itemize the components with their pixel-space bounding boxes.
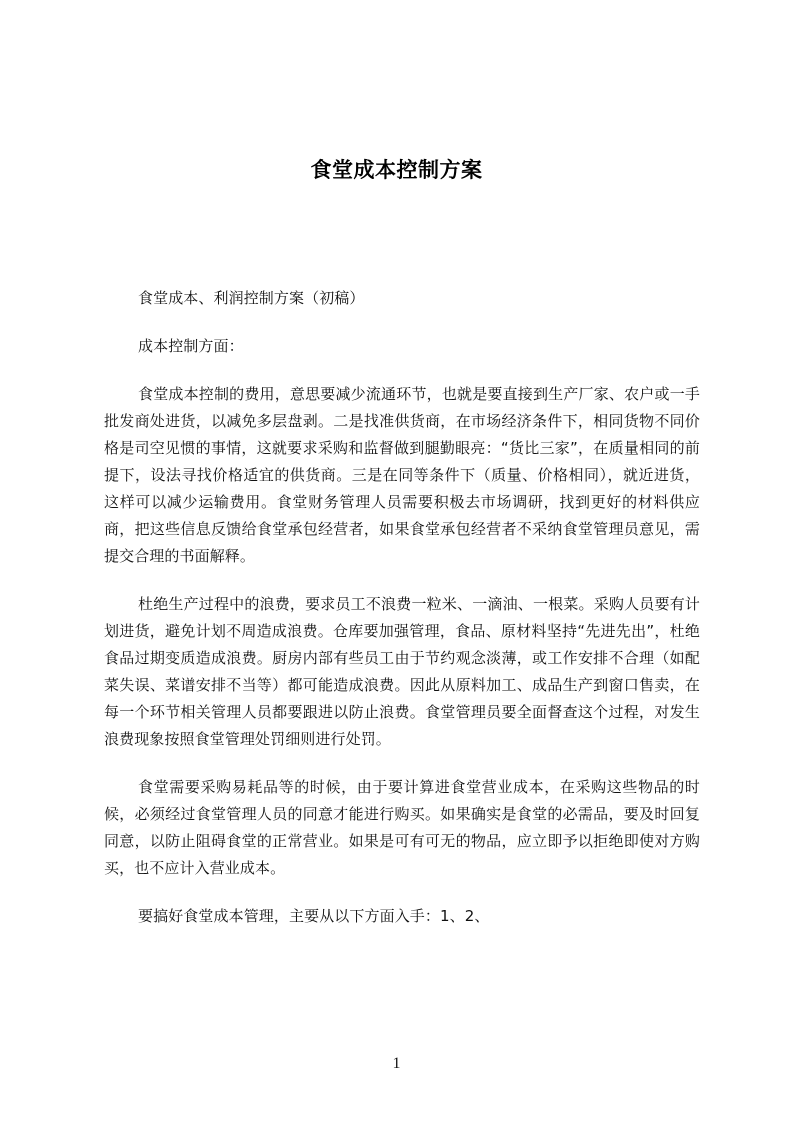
paragraph-subtitle: 食堂成本、利润控制方案（初稿）: [138, 289, 365, 307]
page-number: 1: [392, 1055, 401, 1072]
paragraph-waste-control: 杜绝生产过程中的浪费，要求员工不浪费一粒米、一滴油、一根菜。采购人员要有计划进货，避免计划不周造成浪费。仓库要加强管理，食品、原材料坚持“先进先出”，杜绝食品过期变质造成浪费。厨房内部有些员工由于节约观念淡薄，或工作安排不合理（如配菜失误、菜谱安排不当等）都可能造成浪费。因此从原料加工、成品生产到窗口售卖，在每一个环节相关管理人员都要跟进以防止浪费。食堂管理员要全面督查这个过程，对发生浪费现象按照食堂管理处罚细则进行处罚。: [104, 595, 700, 748]
paragraph-consumables-purchase: 食堂需要采购易耗品等的时候，由于要计算进食堂营业成本，在采购这些物品的时候，必须经过食堂管理人员的同意才能进行购买。如果确实是食堂的必需品，要及时回复同意，以防止阻碍食堂的正常营业。如果是可有可无的物品，应立即予以拒绝即使对方购买，也不应计入营业成本。: [104, 778, 700, 877]
paragraph-supplier-control: 食堂成本控制的费用，意思要减少流通环节，也就是要直接到生产厂家、农户或一手批发商处进货，以减免多层盘剥。二是找准供货商，在市场经济条件下，相同货物不同价格是司空见惯的事情，这就要求采购和监督做到腿勤眼亮：“货比三家”，在质量相同的前提下，设法寻找价格适宜的供货商。三是在同等条件下（质量、价格相同），就近进货，这样可以减少运输费用。食堂财务管理人员需要积极去市场调研，找到更好的材料供应商，把这些信息反馈给食堂承包经营者，如果食堂承包经营者不采纳食堂管理员意见，需提交合理的书面解释。: [104, 385, 700, 565]
paragraph-management-summary: 要搞好食堂成本管理，主要从以下方面入手：1、2、: [138, 907, 490, 925]
paragraph-cost-control-heading: 成本控制方面：: [138, 337, 244, 355]
document-title: 食堂成本控制方案: [310, 158, 483, 183]
document-body: [104, 285, 700, 951]
